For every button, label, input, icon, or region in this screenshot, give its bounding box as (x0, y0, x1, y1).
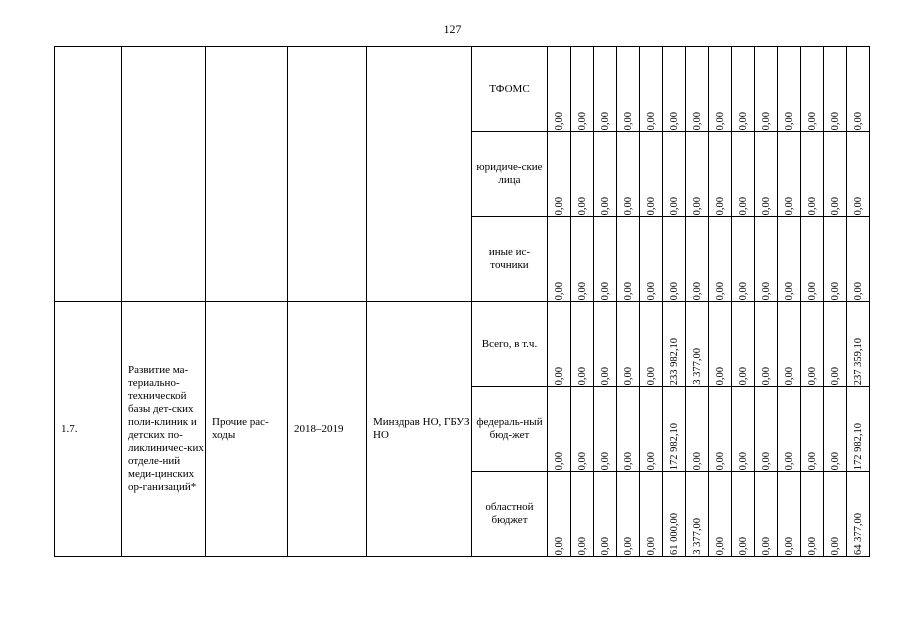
value-wrap (824, 473, 846, 555)
value-cell (686, 217, 709, 302)
value-text: 0,00 (760, 536, 772, 555)
value-cell (663, 217, 686, 302)
value-wrap (594, 388, 616, 470)
value-text: 61 000,00 (668, 513, 680, 555)
value-cell (824, 472, 847, 557)
value-cell (732, 472, 755, 557)
value-wrap (824, 48, 846, 130)
item-expense-type: Прочие рас-ходы (206, 302, 288, 557)
value-cell (801, 132, 824, 217)
source-cell: Всего, в т.ч. (472, 302, 548, 387)
value-text: 172 982,10 (852, 422, 864, 470)
value-cell (801, 47, 824, 132)
value-cell (824, 302, 847, 387)
value-cell (755, 132, 778, 217)
value-cell (548, 472, 571, 557)
value-text: 0,00 (691, 196, 703, 215)
value-text: 0,00 (829, 366, 841, 385)
value-cell (778, 217, 801, 302)
value-wrap (801, 303, 823, 385)
value-cell (594, 217, 617, 302)
value-text: 0,00 (806, 536, 818, 555)
value-wrap (663, 303, 685, 385)
value-cell (755, 47, 778, 132)
value-text: 0,00 (645, 281, 657, 300)
value-cell (755, 472, 778, 557)
value-text: 0,00 (622, 196, 634, 215)
value-wrap (594, 473, 616, 555)
value-cell (709, 387, 732, 472)
value-text: 0,00 (783, 196, 795, 215)
value-wrap (663, 473, 685, 555)
value-cell (617, 217, 640, 302)
value-wrap (824, 218, 846, 300)
value-text: 0,00 (691, 281, 703, 300)
value-text: 0,00 (714, 536, 726, 555)
value-cell (594, 472, 617, 557)
item-name: Развитие ма-териально-технической базы дет-ских поли-клиник и детских по-ликлиничес-ких отделе-ний меди-цинских ор-ганизаций* (122, 302, 206, 557)
value-cell (801, 472, 824, 557)
value-cell (709, 302, 732, 387)
value-text: 0,00 (714, 281, 726, 300)
value-text: 3 377,00 (691, 518, 703, 555)
value-text: 0,00 (783, 536, 795, 555)
value-cell (686, 302, 709, 387)
value-text: 0,00 (760, 196, 772, 215)
value-wrap (571, 48, 593, 130)
value-wrap (824, 388, 846, 470)
value-wrap (663, 218, 685, 300)
value-text: 0,00 (737, 196, 749, 215)
value-text: 0,00 (645, 451, 657, 470)
value-text: 0,00 (553, 451, 565, 470)
value-wrap (709, 133, 731, 215)
value-text: 0,00 (645, 536, 657, 555)
value-cell (778, 302, 801, 387)
value-text: 0,00 (668, 281, 680, 300)
value-wrap (571, 303, 593, 385)
value-wrap (801, 133, 823, 215)
value-cell (778, 132, 801, 217)
value-text: 0,00 (852, 281, 864, 300)
value-wrap (732, 218, 754, 300)
source-cell: ТФОМС (472, 47, 548, 132)
value-cell (663, 472, 686, 557)
value-wrap (732, 473, 754, 555)
value-text: 0,00 (783, 451, 795, 470)
value-wrap (686, 48, 708, 130)
value-text: 0,00 (806, 281, 818, 300)
value-text: 64 377,00 (852, 513, 864, 555)
value-text: 0,00 (760, 281, 772, 300)
value-wrap (801, 48, 823, 130)
value-cell (640, 472, 663, 557)
value-text: 0,00 (576, 451, 588, 470)
value-cell (709, 472, 732, 557)
value-wrap (755, 133, 777, 215)
value-cell (847, 217, 870, 302)
empty-cell (122, 47, 206, 302)
value-wrap (755, 303, 777, 385)
source-cell: юридиче-ские лица (472, 132, 548, 217)
value-text: 0,00 (806, 111, 818, 130)
value-cell (709, 47, 732, 132)
value-text: 0,00 (691, 451, 703, 470)
value-wrap (594, 133, 616, 215)
value-cell (617, 387, 640, 472)
value-text: 0,00 (599, 451, 611, 470)
value-wrap (548, 218, 570, 300)
value-text: 0,00 (553, 366, 565, 385)
value-cell (640, 47, 663, 132)
value-cell (686, 132, 709, 217)
value-wrap (755, 388, 777, 470)
value-text: 0,00 (622, 281, 634, 300)
value-text: 0,00 (622, 111, 634, 130)
value-wrap (640, 133, 662, 215)
value-cell (640, 387, 663, 472)
value-cell (686, 387, 709, 472)
value-text: 0,00 (737, 366, 749, 385)
value-wrap (548, 48, 570, 130)
value-cell (617, 302, 640, 387)
value-text: 237 359,10 (852, 337, 864, 385)
value-cell (709, 217, 732, 302)
value-text: 0,00 (645, 196, 657, 215)
value-cell (686, 472, 709, 557)
value-cell (640, 132, 663, 217)
value-cell (778, 47, 801, 132)
value-wrap (824, 133, 846, 215)
value-wrap (617, 133, 639, 215)
source-cell: областной бюджет (472, 472, 548, 557)
source-cell: иные ис-точники (472, 217, 548, 302)
value-text: 0,00 (806, 196, 818, 215)
value-cell (640, 302, 663, 387)
value-wrap (686, 388, 708, 470)
value-cell (847, 302, 870, 387)
value-wrap (778, 303, 800, 385)
value-wrap (617, 303, 639, 385)
value-cell (778, 472, 801, 557)
value-cell (801, 387, 824, 472)
value-wrap (640, 218, 662, 300)
value-text: 0,00 (852, 111, 864, 130)
value-wrap (709, 473, 731, 555)
value-text: 0,00 (829, 196, 841, 215)
value-text: 0,00 (829, 281, 841, 300)
value-text: 0,00 (553, 281, 565, 300)
value-cell (571, 472, 594, 557)
page-number: 127 (443, 22, 462, 36)
value-text: 0,00 (576, 536, 588, 555)
value-wrap (640, 473, 662, 555)
value-text: 0,00 (576, 366, 588, 385)
value-cell (824, 217, 847, 302)
value-cell (755, 387, 778, 472)
value-cell (824, 387, 847, 472)
value-wrap (640, 303, 662, 385)
value-wrap (824, 303, 846, 385)
value-text: 0,00 (553, 536, 565, 555)
value-cell (617, 132, 640, 217)
value-wrap (732, 48, 754, 130)
value-wrap (686, 133, 708, 215)
value-wrap (594, 218, 616, 300)
value-text: 0,00 (576, 111, 588, 130)
value-text: 0,00 (622, 366, 634, 385)
value-wrap (847, 218, 869, 300)
value-text: 0,00 (553, 196, 565, 215)
value-wrap (732, 133, 754, 215)
value-cell (732, 217, 755, 302)
value-cell (801, 302, 824, 387)
value-cell (617, 47, 640, 132)
value-cell (548, 387, 571, 472)
value-cell (824, 132, 847, 217)
value-wrap (617, 218, 639, 300)
value-text: 0,00 (829, 536, 841, 555)
value-wrap (571, 388, 593, 470)
value-wrap (617, 48, 639, 130)
value-text: 0,00 (714, 111, 726, 130)
value-wrap (686, 218, 708, 300)
item-executor: Минздрав НО, ГБУЗ НО (367, 302, 472, 557)
value-text: 0,00 (714, 196, 726, 215)
value-cell (640, 217, 663, 302)
value-cell (732, 302, 755, 387)
value-text: 0,00 (737, 451, 749, 470)
value-cell (847, 387, 870, 472)
value-cell (663, 47, 686, 132)
value-wrap (755, 473, 777, 555)
value-cell (755, 217, 778, 302)
value-text: 0,00 (760, 366, 772, 385)
value-text: 0,00 (806, 451, 818, 470)
value-wrap (548, 473, 570, 555)
value-wrap (755, 48, 777, 130)
value-wrap (640, 48, 662, 130)
value-text: 0,00 (576, 281, 588, 300)
value-wrap (709, 218, 731, 300)
value-wrap (778, 388, 800, 470)
value-wrap (732, 388, 754, 470)
value-text: 0,00 (691, 111, 703, 130)
value-cell (571, 217, 594, 302)
value-text: 0,00 (760, 111, 772, 130)
value-wrap (571, 218, 593, 300)
value-cell (801, 217, 824, 302)
value-wrap (847, 133, 869, 215)
value-cell (571, 387, 594, 472)
table-row (55, 302, 870, 387)
value-text: 0,00 (852, 196, 864, 215)
value-text: 0,00 (599, 536, 611, 555)
value-cell (663, 132, 686, 217)
value-cell (571, 302, 594, 387)
value-text: 0,00 (599, 281, 611, 300)
value-cell (847, 132, 870, 217)
empty-cell (206, 47, 288, 302)
value-cell (594, 132, 617, 217)
value-wrap (847, 48, 869, 130)
value-cell (617, 472, 640, 557)
value-cell (548, 302, 571, 387)
value-text: 0,00 (668, 196, 680, 215)
value-cell (778, 387, 801, 472)
value-cell (548, 217, 571, 302)
value-cell (571, 132, 594, 217)
value-cell (732, 132, 755, 217)
item-number: 1.7. (55, 302, 122, 557)
value-wrap (709, 388, 731, 470)
value-wrap (663, 48, 685, 130)
value-wrap (548, 388, 570, 470)
value-wrap (686, 473, 708, 555)
value-wrap (686, 303, 708, 385)
value-cell (548, 47, 571, 132)
value-cell (732, 387, 755, 472)
value-wrap (663, 388, 685, 470)
value-cell (594, 302, 617, 387)
value-wrap (778, 133, 800, 215)
value-text: 0,00 (806, 366, 818, 385)
value-text: 0,00 (576, 196, 588, 215)
value-text: 233 982,10 (668, 337, 680, 385)
source-cell: федераль-ный бюд-жет (472, 387, 548, 472)
value-text: 0,00 (783, 281, 795, 300)
value-wrap (594, 303, 616, 385)
value-text: 0,00 (714, 451, 726, 470)
value-cell (663, 387, 686, 472)
table-row (55, 47, 870, 132)
value-wrap (732, 303, 754, 385)
value-text: 0,00 (599, 366, 611, 385)
value-wrap (548, 133, 570, 215)
value-text: 0,00 (553, 111, 565, 130)
value-text: 0,00 (760, 451, 772, 470)
value-text: 172 982,10 (668, 422, 680, 470)
value-wrap (755, 218, 777, 300)
value-wrap (778, 473, 800, 555)
value-wrap (663, 133, 685, 215)
value-text: 0,00 (737, 281, 749, 300)
value-text: 0,00 (622, 536, 634, 555)
value-text: 0,00 (599, 196, 611, 215)
empty-cell (367, 47, 472, 302)
value-wrap (594, 48, 616, 130)
value-wrap (571, 133, 593, 215)
value-text: 0,00 (668, 111, 680, 130)
value-cell (824, 47, 847, 132)
item-period: 2018–2019 (288, 302, 367, 557)
value-wrap (709, 48, 731, 130)
value-wrap (847, 303, 869, 385)
value-wrap (801, 388, 823, 470)
value-cell (594, 47, 617, 132)
value-text: 0,00 (714, 366, 726, 385)
value-cell (709, 132, 732, 217)
value-wrap (847, 473, 869, 555)
value-text: 0,00 (829, 111, 841, 130)
value-text: 0,00 (783, 366, 795, 385)
value-wrap (847, 388, 869, 470)
value-wrap (571, 473, 593, 555)
value-wrap (617, 473, 639, 555)
value-text: 0,00 (829, 451, 841, 470)
value-cell (755, 302, 778, 387)
value-text: 0,00 (645, 111, 657, 130)
empty-cell (288, 47, 367, 302)
value-cell (548, 132, 571, 217)
value-text: 0,00 (783, 111, 795, 130)
value-wrap (801, 218, 823, 300)
empty-cell (55, 47, 122, 302)
value-text: 0,00 (599, 111, 611, 130)
value-text: 0,00 (645, 366, 657, 385)
value-wrap (548, 303, 570, 385)
value-cell (732, 47, 755, 132)
value-wrap (709, 303, 731, 385)
value-text: 3 377,00 (691, 348, 703, 385)
value-cell (686, 47, 709, 132)
value-cell (594, 387, 617, 472)
value-wrap (778, 48, 800, 130)
value-cell (847, 472, 870, 557)
value-wrap (617, 388, 639, 470)
value-text: 0,00 (622, 451, 634, 470)
budget-table (54, 46, 870, 557)
value-cell (663, 302, 686, 387)
value-wrap (778, 218, 800, 300)
value-cell (847, 47, 870, 132)
value-wrap (801, 473, 823, 555)
value-cell (571, 47, 594, 132)
value-wrap (640, 388, 662, 470)
value-text: 0,00 (737, 536, 749, 555)
value-text: 0,00 (737, 111, 749, 130)
